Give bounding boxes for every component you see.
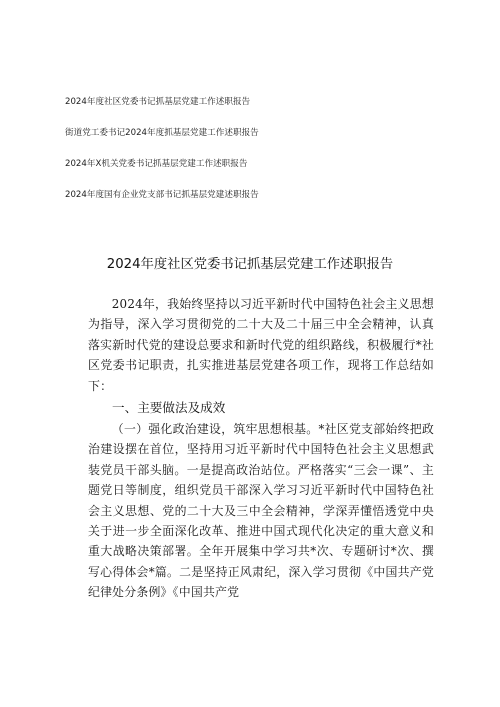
toc-item: 2024年度社区党委书记抓基层党建工作述职报告 <box>65 97 251 107</box>
intro-paragraph: 2024年，我始终坚持以习近平新时代中国特色社会主义思想为指导，深入学习贯彻党的二十大及二十届三中全会精神，认真落实新时代党的建设总要求和新时代党的组织路线，积极履行*社区党委书记职责，扎实推进基层党建各项工作，现将工作总结如下： <box>88 297 434 393</box>
table-of-contents <box>65 96 445 220</box>
document-title: 2024年度社区党委书记抓基层党建工作述职报告 <box>106 257 394 272</box>
toc-item: 2024年度国有企业党支部书记抓基层党建述职报告 <box>65 190 259 200</box>
section-heading: 一、主要做法及成效 <box>112 400 226 416</box>
document-body <box>88 294 434 603</box>
section-paragraph: （一）强化政治建设，筑牢思想根基。*社区党支部始终把政治建设摆在首位，坚持用习近平新时代中国特色社会主义思想武装党员干部头脑。一是提高政治站位。严格落实“三会一课”、主题党日等制度，组织党员干部深入学习习近平新时代中国特色社会主义思想、党的二十大及三中全会精神，学深弄懂悟透党中央关于进一步全面深化改革、推进中国式现代化决定的重大意义和重大战略决策部署。全年开展集中学习共*次、专题研讨*次、撰写心得体会*篇。二是坚持正风肃纪，深入学习贯彻《中国共产党纪律处分条例》《中国共产党 <box>88 422 434 600</box>
toc-item: 2024年X机关党委书记抓基层党建工作述职报告 <box>65 159 248 169</box>
toc-item: 街道党工委书记2024年度抓基层党建工作述职报告 <box>65 128 259 138</box>
